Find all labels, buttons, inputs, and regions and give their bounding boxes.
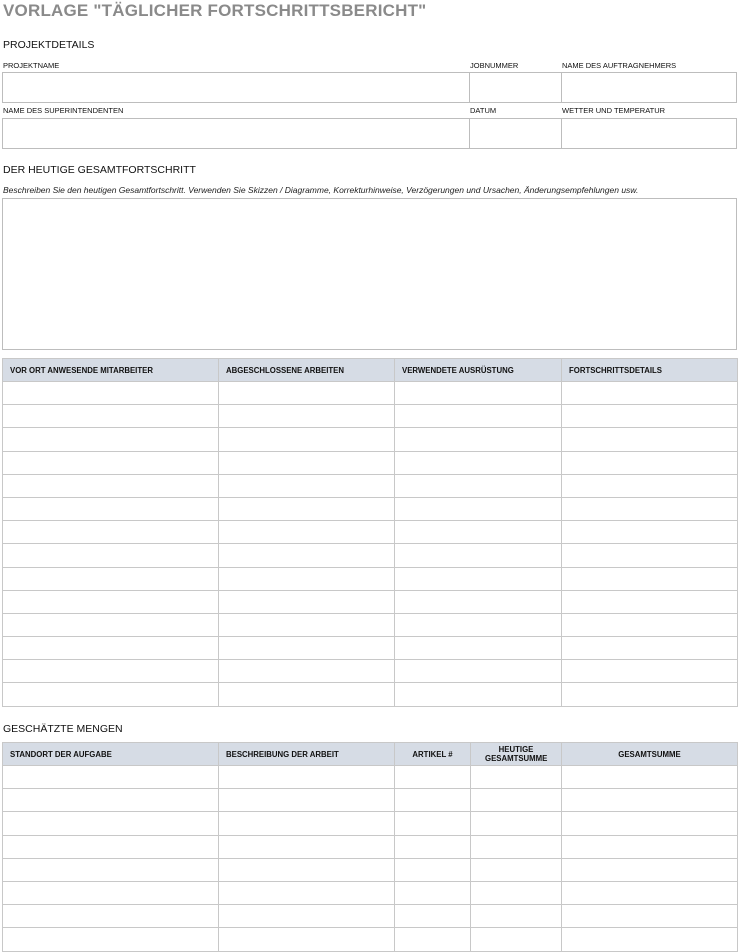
table-cell[interactable] [395,905,471,928]
table-cell[interactable] [562,858,738,881]
table-cell[interactable] [562,497,738,520]
contractor-name-label: NAME DES AUFTRAGNEHMERS [562,61,677,70]
table-cell[interactable] [562,590,738,613]
table-row [3,382,738,405]
overall-progress-textarea[interactable] [2,198,737,350]
table-cell[interactable] [562,766,738,789]
overall-progress-heading: DER HEUTIGE GESAMTFORTSCHRITT [3,164,196,176]
table-row [3,451,738,474]
table-cell[interactable] [562,405,738,428]
table-cell[interactable] [395,812,471,835]
table-row [3,683,738,706]
table-cell[interactable] [395,382,562,405]
table-row [3,474,738,497]
superintendent-name-field[interactable] [2,118,470,149]
table-cell[interactable] [562,382,738,405]
table-row [3,812,738,835]
table-cell[interactable] [219,613,395,636]
table-cell[interactable] [3,451,219,474]
table-row [3,858,738,881]
table-cell[interactable] [3,405,219,428]
table-cell[interactable] [471,858,562,881]
table-cell[interactable] [3,835,219,858]
table-cell[interactable] [471,881,562,904]
table-cell[interactable] [395,660,562,683]
table-cell[interactable] [219,405,395,428]
table-cell[interactable] [3,812,219,835]
table-cell[interactable] [3,928,219,951]
table-cell[interactable] [219,881,395,904]
table-cell[interactable] [3,881,219,904]
table-cell[interactable] [219,766,395,789]
table-cell[interactable] [562,835,738,858]
col-staff-on-site: VOR ORT ANWESENDE MITARBEITER [3,359,219,382]
table-cell[interactable] [395,613,562,636]
table-cell[interactable] [471,928,562,951]
table-cell[interactable] [3,637,219,660]
table-cell[interactable] [562,637,738,660]
table-cell[interactable] [395,405,562,428]
col-task-location: STANDORT DER AUFGABE [3,743,219,766]
table-cell[interactable] [219,660,395,683]
table-row [3,567,738,590]
table-cell[interactable] [219,521,395,544]
table-cell[interactable] [562,812,738,835]
quantities-table-header [3,743,738,766]
table-cell[interactable] [219,451,395,474]
col-item-number: ARTIKEL # [395,743,471,766]
table-cell[interactable] [219,683,395,706]
table-cell[interactable] [395,858,471,881]
table-cell[interactable] [562,881,738,904]
table-cell[interactable] [562,928,738,951]
table-cell[interactable] [395,835,471,858]
table-cell[interactable] [3,858,219,881]
table-cell[interactable] [471,766,562,789]
weather-field[interactable] [561,118,737,149]
table-cell[interactable] [3,428,219,451]
table-cell[interactable] [3,766,219,789]
table-cell[interactable] [395,881,471,904]
col-work-description: BESCHREIBUNG DER ARBEIT [219,743,395,766]
table-cell[interactable] [3,660,219,683]
col-progress-details: FORTSCHRITTSDETAILS [562,359,738,382]
table-row [3,881,738,904]
table-cell[interactable] [395,683,562,706]
table-cell[interactable] [219,928,395,951]
project-name-label: PROJEKTNAME [3,61,60,70]
table-cell[interactable] [3,497,219,520]
table-cell[interactable] [219,567,395,590]
table-row [3,405,738,428]
table-cell[interactable] [219,812,395,835]
table-row [3,637,738,660]
col-equipment-used: VERWENDETE AUSRÜSTUNG [395,359,562,382]
quantities-table [2,742,738,952]
table-cell[interactable] [3,474,219,497]
table-row [3,590,738,613]
table-cell[interactable] [395,428,562,451]
superintendent-name-label: NAME DES SUPERINTENDENTEN [3,106,124,115]
table-cell[interactable] [3,382,219,405]
table-cell[interactable] [3,567,219,590]
weather-label: WETTER UND TEMPERATUR [562,106,666,115]
project-details-heading: PROJEKTDETAILS [3,39,95,51]
table-cell[interactable] [219,544,395,567]
table-row [3,613,738,636]
job-number-field[interactable] [469,72,562,103]
quantities-heading: GESCHÄTZTE MENGEN [3,723,123,735]
table-cell[interactable] [562,474,738,497]
table-row [3,835,738,858]
table-cell[interactable] [395,789,471,812]
table-row [3,428,738,451]
table-row [3,905,738,928]
table-cell[interactable] [219,789,395,812]
table-cell[interactable] [395,637,562,660]
work-table-header [3,359,738,382]
table-row [3,766,738,789]
table-cell[interactable] [219,428,395,451]
table-cell[interactable] [562,613,738,636]
table-cell[interactable] [562,451,738,474]
table-cell[interactable] [219,497,395,520]
table-cell[interactable] [3,544,219,567]
table-row [3,521,738,544]
table-cell[interactable] [395,928,471,951]
contractor-name-field[interactable] [561,72,737,103]
table-cell[interactable] [395,521,562,544]
work-table [2,358,738,707]
date-label: DATUM [470,106,497,115]
table-cell[interactable] [562,567,738,590]
table-cell[interactable] [219,858,395,881]
table-cell[interactable] [395,544,562,567]
table-row [3,789,738,812]
table-cell[interactable] [3,613,219,636]
col-completed-work: ABGESCHLOSSENE ARBEITEN [219,359,395,382]
table-cell[interactable] [562,683,738,706]
table-cell[interactable] [562,905,738,928]
table-cell[interactable] [219,474,395,497]
table-cell[interactable] [3,789,219,812]
col-today-total: HEUTIGE GESAMTSUMME [471,743,562,766]
table-cell[interactable] [562,428,738,451]
table-cell[interactable] [471,789,562,812]
table-cell[interactable] [395,766,471,789]
col-grand-total: GESAMTSUMME [562,743,738,766]
table-cell[interactable] [395,474,562,497]
table-row [3,928,738,951]
table-cell[interactable] [219,590,395,613]
table-cell[interactable] [562,544,738,567]
table-cell[interactable] [219,835,395,858]
table-cell[interactable] [3,683,219,706]
table-cell[interactable] [471,905,562,928]
table-cell[interactable] [219,382,395,405]
table-cell[interactable] [395,590,562,613]
table-cell[interactable] [471,812,562,835]
table-cell[interactable] [562,660,738,683]
date-field[interactable] [469,118,562,149]
table-cell[interactable] [219,905,395,928]
table-row [3,544,738,567]
table-row [3,660,738,683]
project-name-field[interactable] [2,72,470,103]
table-cell[interactable] [562,789,738,812]
overall-progress-description: Beschreiben Sie den heutigen Gesamtfortschritt. Verwenden Sie Skizzen / Diagramme, Korrekturhinweise, Verzögerungen und Ursachen, Änderungsempfehlungen usw. [3,185,639,195]
job-number-label: JOBNUMMER [470,61,519,70]
page-title: VORLAGE "TÄGLICHER FORTSCHRITTSBERICHT" [3,1,427,20]
table-cell[interactable] [3,521,219,544]
table-cell[interactable] [471,835,562,858]
table-cell[interactable] [395,497,562,520]
table-row [3,497,738,520]
table-cell[interactable] [3,905,219,928]
table-cell[interactable] [395,451,562,474]
table-cell[interactable] [219,637,395,660]
table-cell[interactable] [3,590,219,613]
table-cell[interactable] [395,567,562,590]
table-cell[interactable] [562,521,738,544]
